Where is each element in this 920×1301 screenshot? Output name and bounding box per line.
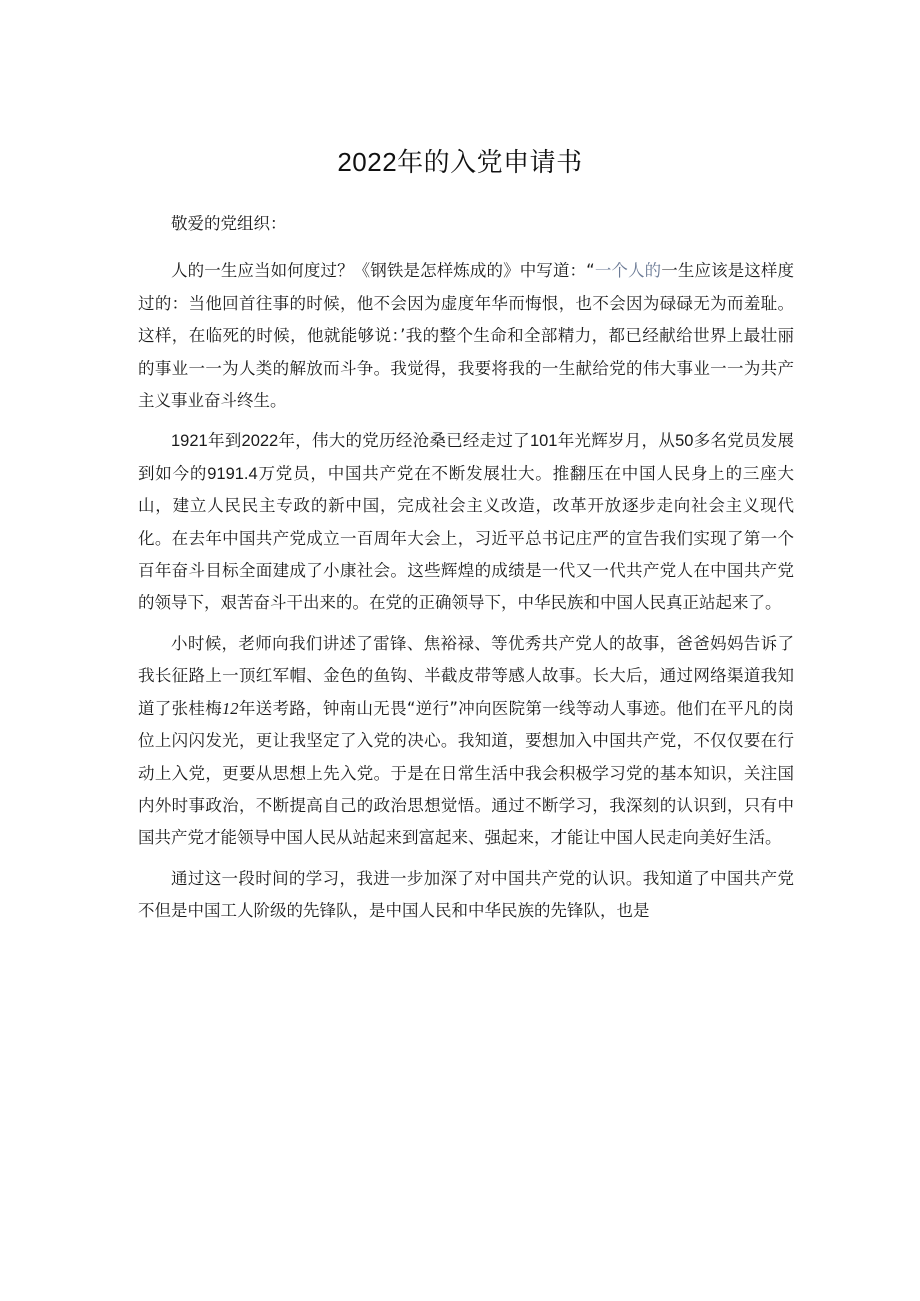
years-12: 12 (222, 698, 239, 718)
year-1921: 1921 (171, 432, 208, 451)
paragraph-2-text-3: 年光辉岁月，从 (557, 431, 676, 451)
paragraph-3-part-a: 小时候，老师向我们讲述了雷锋、焦裕禄、等优秀共产党人的故事，爸爸妈妈告诉了我长征路上一顶红军帽、金色的鱼钩、半截皮带等感人故事。长大后，通过网络渠道我知道了张桂梅 (138, 633, 794, 718)
document-body (138, 208, 794, 936)
paragraph-4: 通过这一段时间的学习，我进一步加深了对中国共产党的认识。我知道了中国共产党不但是中国工人阶级的先锋队，是中国人民和中华民族的先锋队，也是 (138, 868, 794, 921)
paragraph-2-text-4: 多名党员发展到如今的 (138, 431, 795, 483)
paragraph-3-part-b: 年送考路，钟南山无畏“逆行”冲向医院第一线等动人事迹。他们在平凡的岗位上闪闪发光，更让我坚定了入党的决心。我知道，要想加入中国共产党，不仅仅要在行动上入党，更要从思想上先入党。于是在日常生活中我会积极学习党的基本知识，关注国内外时事政治，不断提高自己的政治思想觉悟。通过不断学习，我深刻的认识到，只有中国共产党才能领导中国人民从站起来到富起来、强起来，才能让中国人民走向美好生活。 (138, 698, 794, 848)
paragraph-2-text-2: 年，伟大的党历经沧桑已经走过了 (278, 431, 530, 451)
paragraph-1 (138, 255, 794, 417)
years-101: 101 (529, 432, 558, 451)
salutation: 敬爱的党组织： (171, 214, 287, 233)
paragraph-1-part-a: 人的一生应当如何度过？《钢铁是怎样炼成的》中写道：“ (171, 261, 595, 281)
paragraph-3 (138, 628, 794, 855)
members-9191: 9191.4 (207, 464, 258, 483)
paragraph-2 (138, 425, 794, 619)
paragraph-1-part-c: 一生应该是这样度过的：当他回首往事的时候，他不会因为虚度年华而悔恨，也不会因为碌碌无为而羞耻。这样，在临死的时候，他就能够说：’我的整个生命和全部精力，都已经献给世界上最壮丽的事业一一为人类的解放而斗争。我觉得，我要将我的一生献给党的伟大事业一一为共产主义事业奋斗终生。 (138, 261, 795, 411)
document-title: 2022年的入党申请书 (337, 147, 583, 177)
paragraph-2-text-5: 万党员，中国共产党在不断发展壮大。推翻压在中国人民身上的三座大山，建立人民民主专政的新中国，完成社会主义改造，改革开放逐步走向社会主义现代化。在去年中国共产党成立一百周年大会上，习近平总书记庄严的宣告我们实现了第一个百年奋斗目标全面建成了小康社会。这些辉煌的成绩是一代又一代共产党人在中国共产党的领导下，艰苦奋斗干出来的。在党的正确领导下，中华民族和中国人民真正站起来了。 (138, 463, 795, 613)
year-2022: 2022 (241, 432, 279, 451)
paragraph-1-highlight: 一个人的 (594, 261, 662, 281)
paragraph-2-text-1: 年到 (207, 431, 242, 451)
members-50: 50 (675, 432, 694, 451)
